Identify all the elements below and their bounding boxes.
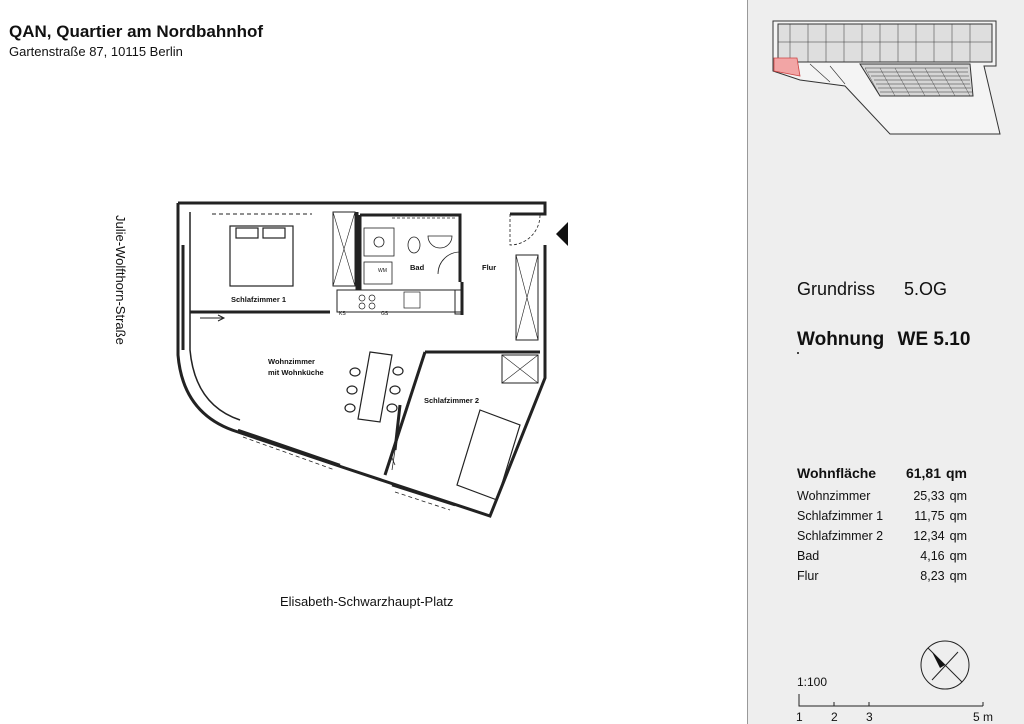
fixture-label-gs: GS [381,311,389,317]
area-row [797,486,967,506]
area-unit: qm [946,465,967,481]
area-row [797,566,967,586]
scale-label: 1:100 [797,675,828,689]
room-label-bad: Bad [410,263,425,272]
scale-tick: 2 [831,710,838,724]
area-label: Flur [797,569,819,583]
area-unit: qm [949,489,967,503]
area-value: 8,23 [920,569,945,583]
heading-underline [797,352,799,354]
sidebar-panel [747,0,1024,724]
floor-value: 5.OG [904,279,948,299]
street-label-west: Julie-Wolfthorn-Straße [113,215,128,345]
header-address: Gartenstraße 87, 10115 Berlin [9,44,183,59]
fixture-label-ks: KS [339,311,346,317]
scale-tick: 5 m [973,710,994,724]
room-label-wohnzimmer-2: mit Wohnküche [268,368,324,377]
street-label-south: Elisabeth-Schwarzhaupt-Platz [280,594,454,609]
area-label: Schlafzimmer 1 [797,509,884,523]
unit-highlight [774,58,800,76]
area-row [797,506,967,526]
area-label: Wohnfläche [797,465,877,481]
area-unit: qm [949,569,967,583]
wohnung-code: WE 5.10 [897,329,971,350]
header-title: QAN, Quartier am Nordbahnhof [9,22,264,41]
area-label: Wohnzimmer [797,489,871,503]
north-arrow-icon [918,638,972,692]
area-value: 61,81 [905,465,941,481]
grundriss-label: Grundriss [797,279,876,299]
room-label-wohnzimmer-1: Wohnzimmer [268,357,315,366]
area-value: 12,34 [913,529,945,543]
unit-heading [797,329,970,351]
area-row [797,462,967,484]
floor-heading [797,279,947,300]
room-label-schlafzimmer1: Schlafzimmer 1 [231,295,287,304]
scale-bar [793,690,1003,724]
area-unit: qm [949,529,967,543]
wohnung-label: Wohnung [797,329,885,350]
area-value: 25,33 [913,489,945,503]
area-value: 4,16 [920,549,945,563]
scale-tick: 1 [796,710,803,724]
area-row [797,526,967,546]
area-table [797,462,967,586]
area-unit: qm [949,509,967,523]
area-label: Schlafzimmer 2 [797,529,884,543]
room-label-flur: Flur [482,263,497,272]
area-label: Bad [797,549,820,563]
entrance-marker [556,222,568,246]
room-label-schlafzimmer2: Schlafzimmer 2 [424,396,480,405]
area-value: 11,75 [914,509,945,523]
building-key-plan [770,16,1006,138]
scale-tick: 3 [866,710,873,724]
area-row [797,546,967,566]
fixture-label-wm: WM [378,268,387,274]
area-unit: qm [949,549,967,563]
floor-plan [170,195,590,555]
